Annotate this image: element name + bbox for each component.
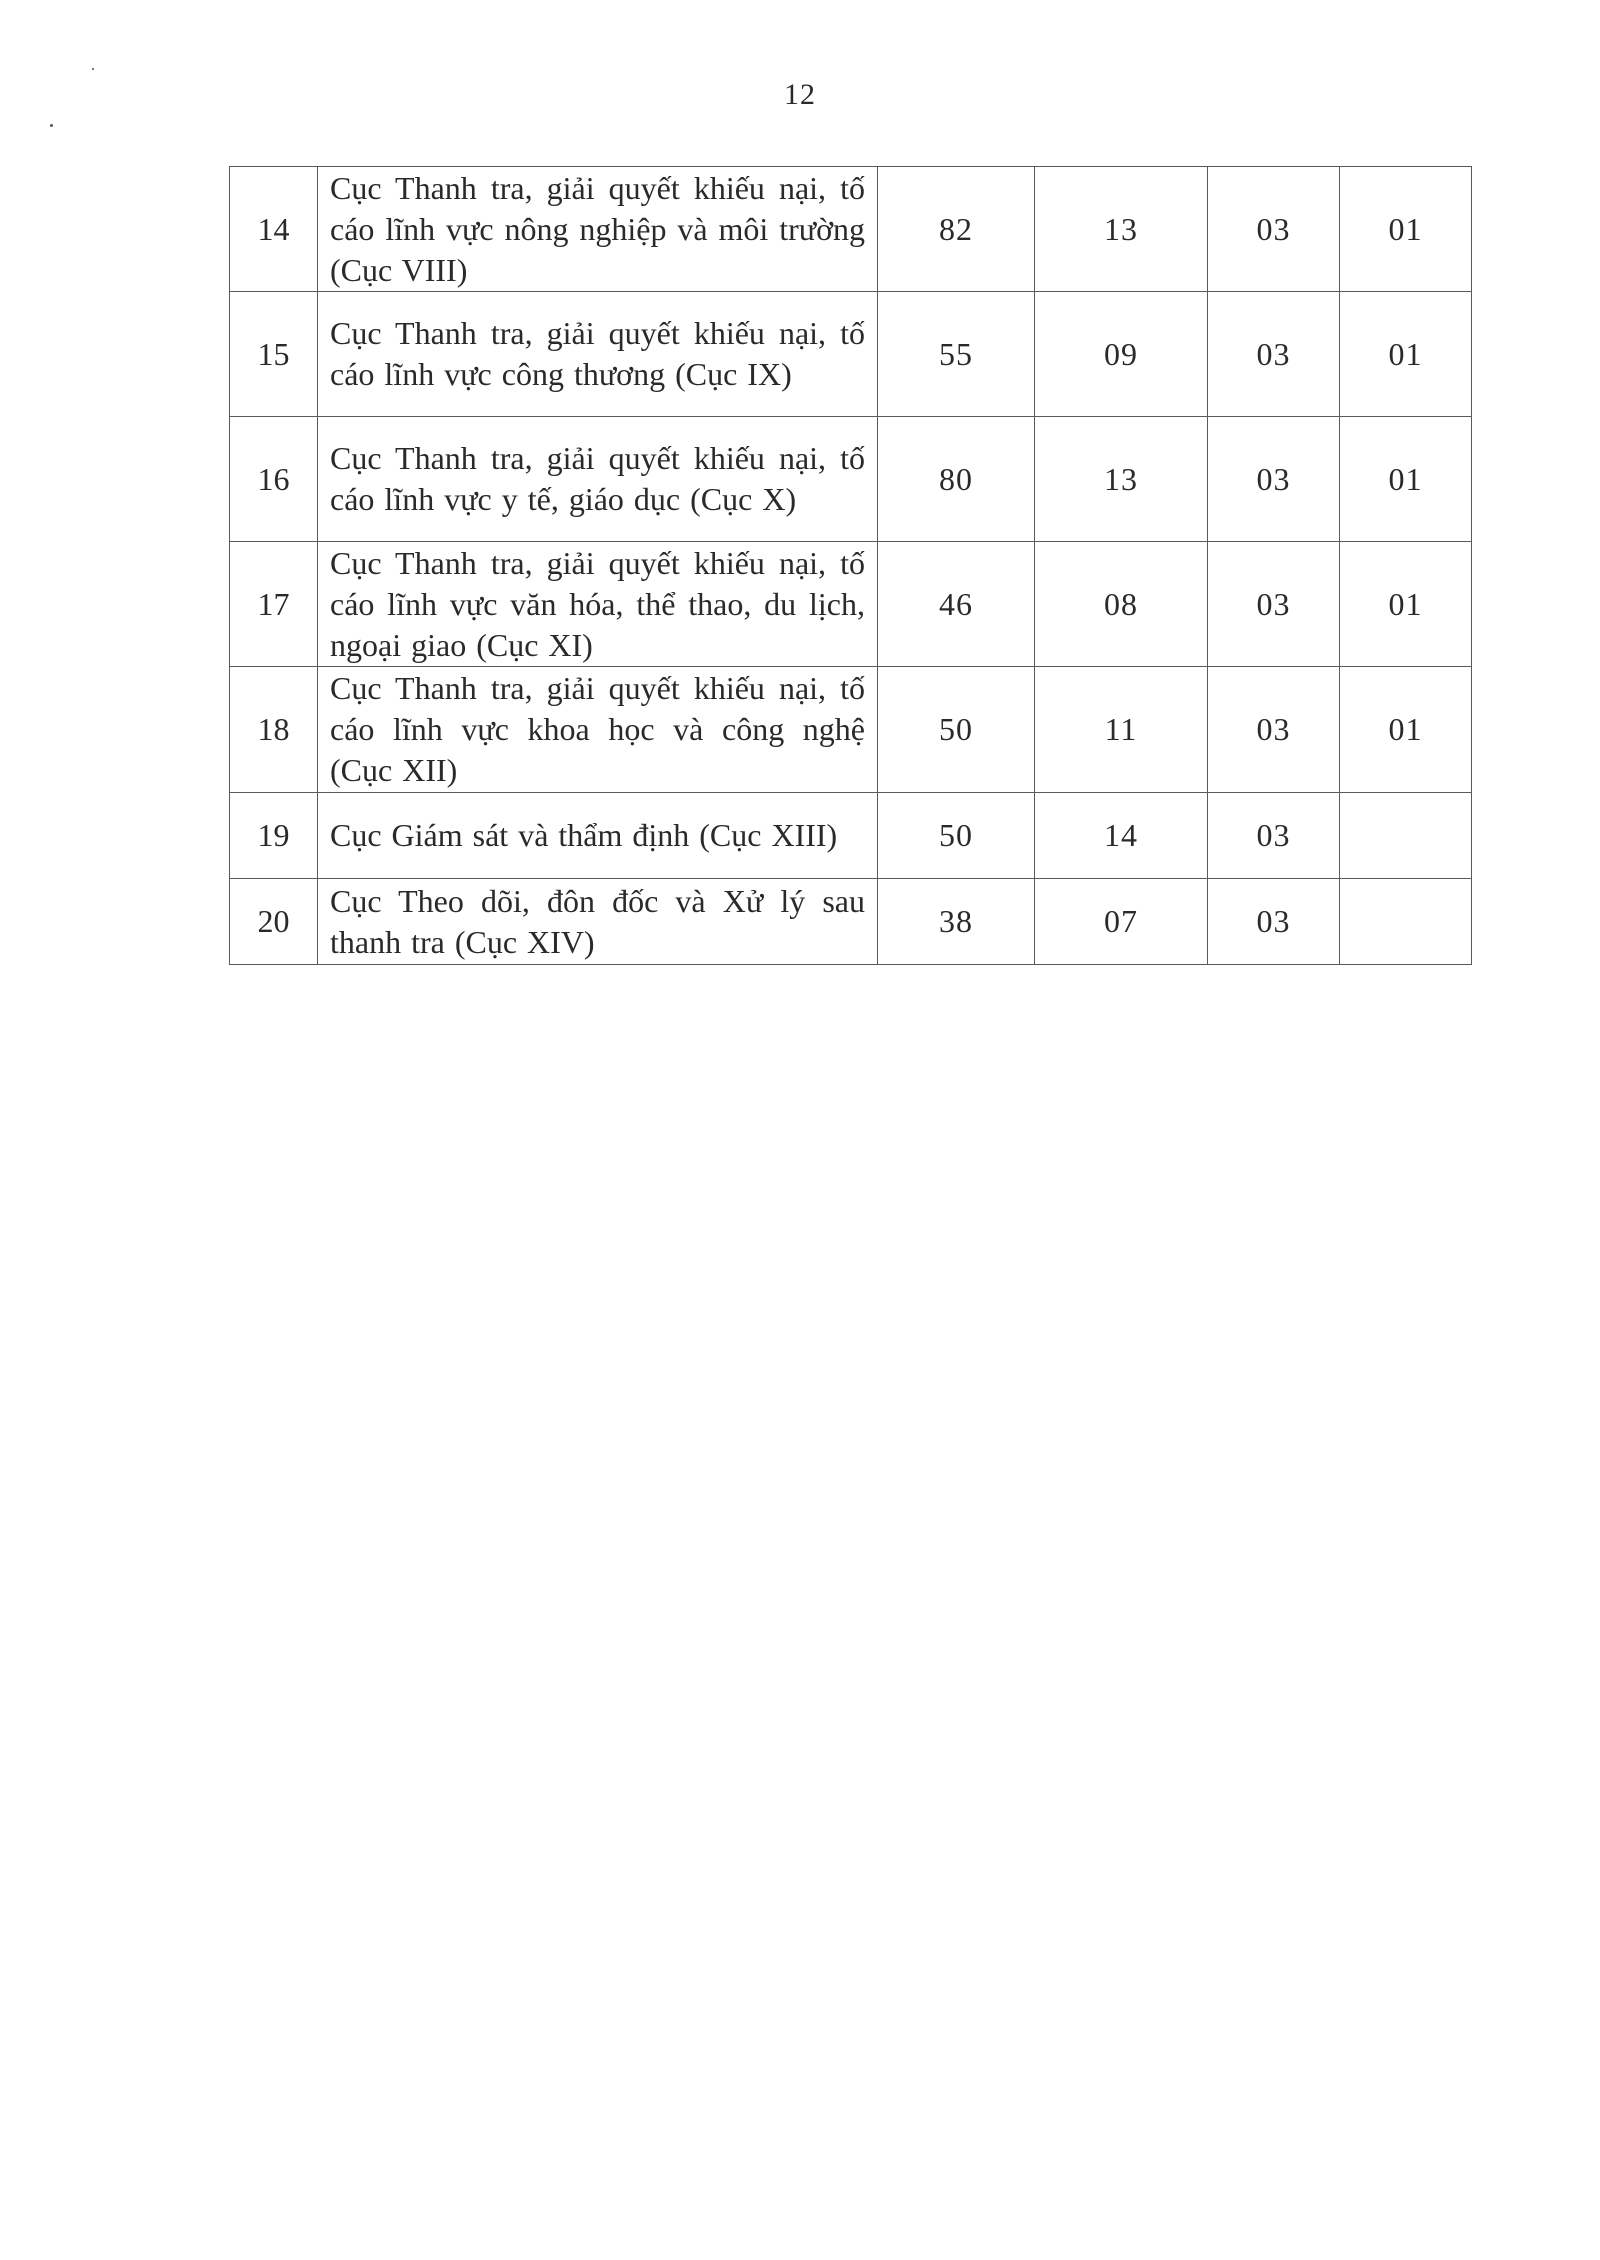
cell-value: 01	[1340, 167, 1472, 292]
cell-value: 01	[1340, 292, 1472, 417]
cell-value: 55	[878, 292, 1035, 417]
staffing-table	[229, 166, 1472, 965]
cell-value: 09	[1035, 292, 1208, 417]
cell-value: 82	[878, 167, 1035, 292]
cell-value: 03	[1208, 292, 1340, 417]
unit-name: Cục Giám sát và thẩm định (Cục XIII)	[318, 793, 878, 879]
table-row	[230, 167, 1472, 292]
cell-value: 03	[1208, 793, 1340, 879]
cell-value: 03	[1208, 542, 1340, 667]
cell-value: 50	[878, 667, 1035, 793]
cell-value: 46	[878, 542, 1035, 667]
scan-speck	[50, 124, 53, 127]
cell-value: 03	[1208, 417, 1340, 542]
table-row	[230, 879, 1472, 965]
cell-value: 13	[1035, 417, 1208, 542]
cell-value: 07	[1035, 879, 1208, 965]
page-number: 12	[784, 78, 816, 111]
cell-value	[1340, 793, 1472, 879]
cell-value: 14	[1035, 793, 1208, 879]
cell-value: 80	[878, 417, 1035, 542]
cell-value: 11	[1035, 667, 1208, 793]
row-number: 15	[230, 292, 318, 417]
table-row	[230, 417, 1472, 542]
row-number: 20	[230, 879, 318, 965]
cell-value: 08	[1035, 542, 1208, 667]
row-number: 17	[230, 542, 318, 667]
table-row	[230, 667, 1472, 793]
scan-speck	[92, 68, 94, 70]
row-number: 14	[230, 167, 318, 292]
row-number: 16	[230, 417, 318, 542]
cell-value: 03	[1208, 879, 1340, 965]
cell-value: 13	[1035, 167, 1208, 292]
unit-name: Cục Thanh tra, giải quyết khiếu nại, tố cáo lĩnh vực công thương (Cục IX)	[318, 292, 878, 417]
row-number: 19	[230, 793, 318, 879]
cell-value: 01	[1340, 417, 1472, 542]
table-row	[230, 793, 1472, 879]
cell-value: 50	[878, 793, 1035, 879]
cell-value: 38	[878, 879, 1035, 965]
cell-value: 01	[1340, 667, 1472, 793]
unit-name: Cục Thanh tra, giải quyết khiếu nại, tố cáo lĩnh vực khoa học và công nghệ (Cục XII)	[318, 667, 878, 793]
cell-value: 03	[1208, 667, 1340, 793]
unit-name: Cục Thanh tra, giải quyết khiếu nại, tố cáo lĩnh vực nông nghiệp và môi trường (Cục VIII)	[318, 167, 878, 292]
unit-name: Cục Thanh tra, giải quyết khiếu nại, tố cáo lĩnh vực y tế, giáo dục (Cục X)	[318, 417, 878, 542]
table-row	[230, 292, 1472, 417]
unit-name: Cục Theo dõi, đôn đốc và Xử lý sau thanh tra (Cục XIV)	[318, 879, 878, 965]
table-row	[230, 542, 1472, 667]
unit-name: Cục Thanh tra, giải quyết khiếu nại, tố cáo lĩnh vực văn hóa, thể thao, du lịch, ngoại giao (Cục XI)	[318, 542, 878, 667]
cell-value	[1340, 879, 1472, 965]
cell-value: 01	[1340, 542, 1472, 667]
cell-value: 03	[1208, 167, 1340, 292]
row-number: 18	[230, 667, 318, 793]
